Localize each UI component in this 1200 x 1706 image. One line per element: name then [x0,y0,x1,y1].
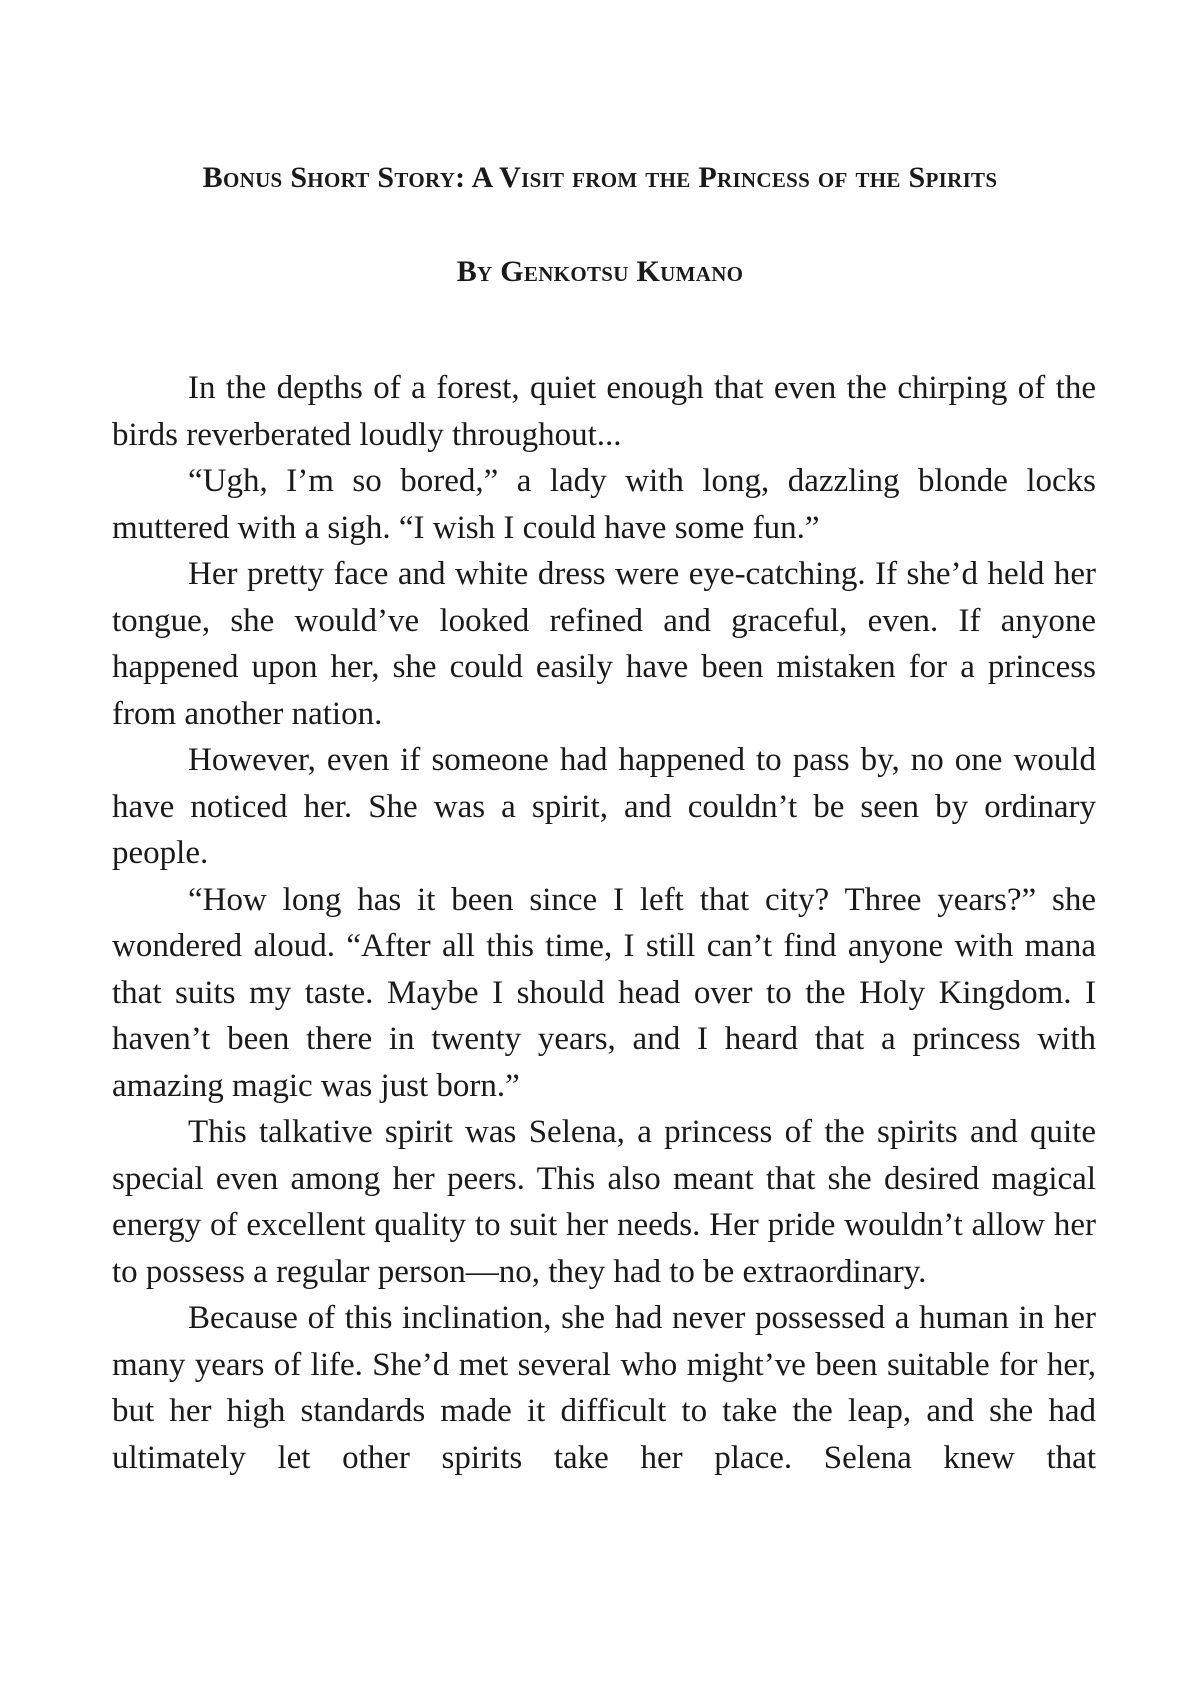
paragraph: “How long has it been since I left that city? Three years?” she wondered aloud. “After all this time, I still can’t find anyone with mana that suits my taste. Maybe I should head over to the Holy Kingdom. I haven’t been there in twenty years, and I heard that a princess with amazing magic was just born.” [112,881,1096,1104]
paragraph: This talkative spirit was Selena, a princess of the spirits and quite special even among her peers. This also meant that she desired magical energy of excellent quality to suit her needs. Her pride wouldn’t allow her to possess a regular person—no, they had to be extraordinary. [112,1114,1096,1290]
paragraph: However, even if someone had happened to pass by, no one would have noticed her. She was a spirit, and couldn’t be seen by ordinary people. [112,742,1096,871]
paragraph: “Ugh, I’m so bored,” a lady with long, dazzling blonde locks muttered with a sigh. “I wish I could have some fun.” [112,463,1096,546]
paragraph: In the depths of a forest, quiet enough that even the chirping of the birds reverberated loudly throughout... [112,370,1096,453]
paragraph: Her pretty face and white dress were eye-catching. If she’d held her tongue, she would’ve looked refined and graceful, even. If anyone happened upon her, she could easily have been mistaken for a princess from another nation. [112,556,1096,732]
story-title: Bonus Short Story: A Visit from the Princess of the Spirits [202,161,998,194]
paragraph: Because of this inclination, she had never possessed a human in her many years of life. She’d met several who might’ve been suitable for her, but her high standards made it difficult to take the leap, and she had ultimately let other spirits take her place. Selena knew that [112,1300,1096,1476]
author-byline: By Genkotsu Kumano [456,255,744,288]
story-body [112,365,1096,1481]
